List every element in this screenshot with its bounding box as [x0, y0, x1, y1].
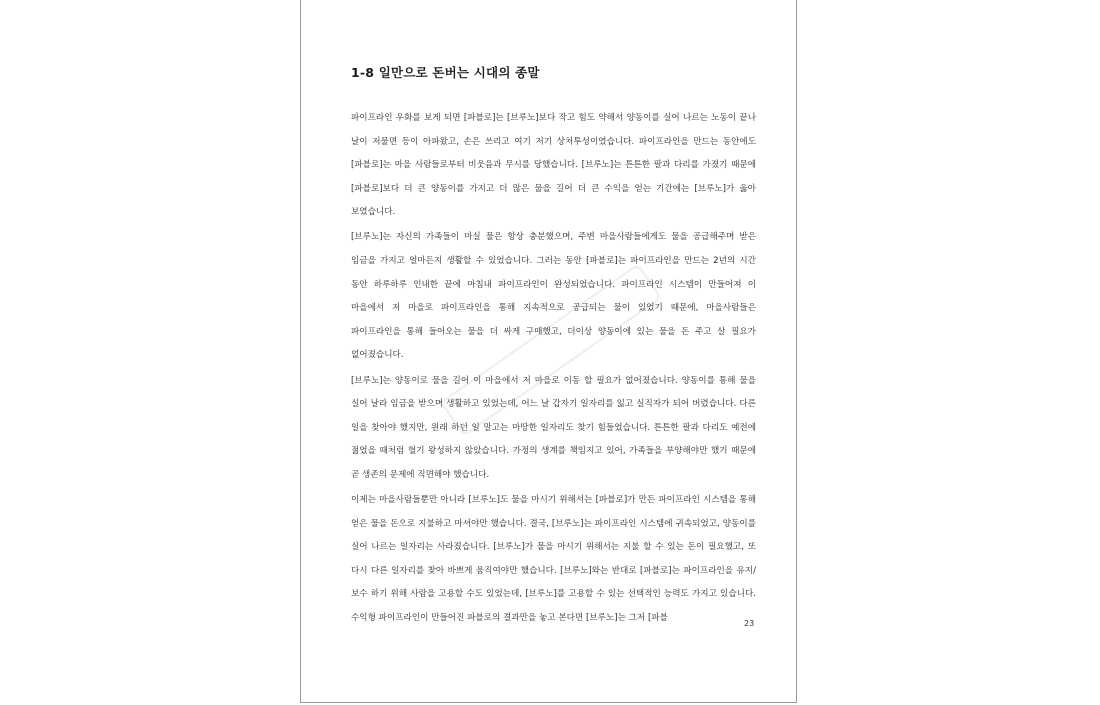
paragraph: [브루노]는 자신의 가족들이 마실 물은 항상 충분했으며, 주변 마을사람들에게도 물을 공급해주며 받은 임금을 가지고 얼마든지 생활할 수 있었습니다. 그러는 동안 [파블로]는 파이프라인을 만드는 2년의 시간 동안 하루하루 인내한 끝에 마침내 파이프라인이 완성되었습니다. 파이프라인 시스템이 만들어져 이 마을에서 저 마을로 파이프라인을 통해 지속적으로 공급되는 물이 있었기 때문에, 마을사람들은 파이프라인을 통해 들어오는 물을 더 싸게 구매했고, 더이상 양동이에 있는 물을 돈 주고 살 필요가 없어졌습니다.: [351, 232, 756, 361]
page-number: 23: [744, 619, 755, 628]
paragraph: 파이프라인 우화를 보게 되면 [파블로]는 [브루노]보다 작고 힘도 약해서 양동이를 실어 나르는 노동이 끝나 날이 저물면 등이 아파왔고, 손은 쓰리고 여기 저기 상처투성이였습니다. 파이프라인을 만드는 동안에도 [파블로]는 마을 사람들로부터 비웃음과 무시를 당했습니다. [브루노]는 튼튼한 팔과 다리를 가졌기 때문에 [파블로]보다 더 큰 양동이를 가지고 더 많은 물을 길어 더 큰 수익을 얻는 기간에는 [브루노]가 옳아 보였습니다.: [351, 113, 756, 218]
body-text: [351, 107, 756, 632]
paragraph: [브루노]는 양동이로 물을 길어 이 마을에서 저 마을로 이동 할 필요가 없어졌습니다. 양동이를 통해 물을 실어 날라 임금을 받으며 생활하고 있었는데, 어느 날 갑자기 일자리를 잃고 실직자가 되어 버렸습니다. 다른 일을 찾아야 했지만, 원래 하던 일 말고는 마땅한 일자리도 찾기 힘들었습니다. 튼튼한 팔과 다리도 예전에 젊었을 때처럼 혈기 왕성하지 않았습니다. 가정의 생계를 책임지고 있어, 가족들을 부양해야만 했기 때문에 곧 생존의 문제에 직면해야 했습니다.: [351, 375, 756, 480]
paragraph: 이제는 마을사람들뿐만 아니라 [브루노]도 물을 마시기 위해서는 [파블로]가 만든 파이프라인 시스템을 통해 얻은 물을 돈으로 지불하고 마셔야만 했습니다. 결국, [브루노]는 파이프라인 시스템에 귀속되었고, 양동이를 실어 나르는 일자리는 사라졌습니다. [브루노]가 물을 마시기 위해서는 지불 할 수 있는 돈이 필요했고, 또 다시 다른 일자리를 찾아 바쁘게 움직여야만 했습니다. [브루노]와는 반대로 [파블로]는 파이프라인을 유지/보수 하기 위해 사람을 고용할 수도 있었는데, [브루노]를 고용할 수 있는 선택적인 능력도 가지고 있습니다. 수익형 파이프라인이 만들어진 파블로의 결과만을 놓고 본다면 [브루노]는 그저 [파블: [351, 495, 756, 623]
document-page: [300, 0, 797, 703]
page-title: 1-8 일만으로 돈버는 시대의 종말: [351, 65, 540, 80]
